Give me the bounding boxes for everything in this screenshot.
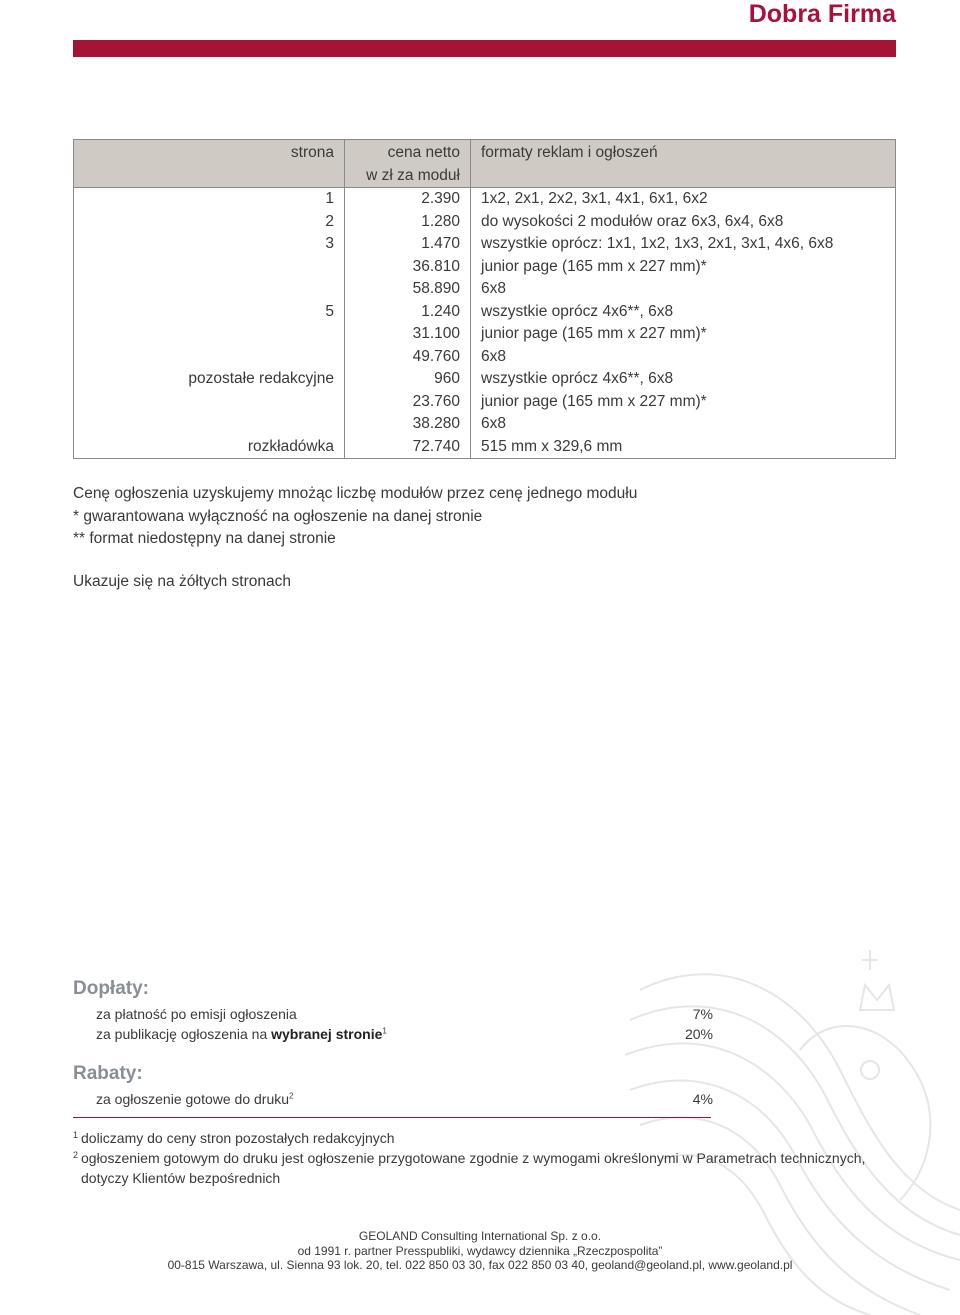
cell-formats: wszystkie oprócz 4x6**, 6x8 [471, 368, 896, 391]
cell-price: 1.470 [345, 233, 471, 256]
footer-partner: od 1991 r. partner Presspubliki, wydawcy dziennika „Rzeczpospolita” [297, 1243, 663, 1258]
cell-price: 49.760 [345, 346, 471, 369]
table-row [74, 346, 896, 369]
discount-label: za ogłoszenie gotowe do druku [96, 1091, 290, 1107]
table-header-row [74, 165, 896, 188]
cell-formats: do wysokości 2 modułów oraz 6x3, 6x4, 6x8 [471, 211, 896, 234]
table-row [74, 256, 896, 279]
cell-price: 38.280 [345, 413, 471, 436]
table-row [74, 278, 896, 301]
footnote-text: doliczamy do ceny stron pozostałych redakcyjnych [81, 1130, 395, 1146]
cell-page: 3 [74, 233, 345, 256]
table-header-row [74, 140, 896, 165]
price-table [73, 139, 896, 459]
table-row [74, 368, 896, 391]
cell-price: 58.890 [345, 278, 471, 301]
surcharge-value: 20% [684, 1026, 713, 1042]
surcharge-row [96, 1026, 713, 1042]
cell-page: 5 [74, 301, 345, 324]
cell-formats: 515 mm x 329,6 mm [471, 436, 896, 459]
table-row [74, 188, 896, 211]
footer [0, 1229, 960, 1273]
footnote: 1 doliczamy do ceny stron pozostałych redakcyjnych [73, 1130, 395, 1146]
footnote-text: ogłoszeniem gotowym do druku jest ogłoszenie przygotowane zgodnie z wymogami określonymi w Parametrach technicznych, [81, 1150, 866, 1166]
cell-page: 1 [74, 188, 345, 211]
cell-price: 960 [345, 368, 471, 391]
cell-page [74, 346, 345, 369]
table-row [74, 413, 896, 436]
header-page: strona [74, 140, 345, 165]
cell-page [74, 391, 345, 414]
header-price-unit: w zł za moduł [345, 165, 471, 188]
cell-formats: junior page (165 mm x 227 mm)* [471, 256, 896, 279]
cell-page: 2 [74, 211, 345, 234]
discounts-title: Rabaty: [73, 1063, 143, 1084]
footnote-ref: 2 [289, 1091, 294, 1101]
table-row [74, 436, 896, 459]
notes [73, 483, 637, 551]
brand-title: Dobra Firma [748, 0, 896, 28]
note-line: ** format niedostępny na danej stronie [73, 530, 336, 547]
footnote: 2 ogłoszeniem gotowym do druku jest ogłoszenie przygotowane zgodnie z wymogami określonymi w Parametrach technicznych, dotyczy Klientów bezpośrednich [73, 1150, 866, 1186]
surcharge-row [96, 1006, 713, 1022]
cell-page [74, 413, 345, 436]
cell-formats: junior page (165 mm x 227 mm)* [471, 391, 896, 414]
cell-page [74, 323, 345, 346]
cell-price: 1.280 [345, 211, 471, 234]
discount-value: 4% [692, 1091, 713, 1107]
cell-formats: 1x2, 2x1, 2x2, 3x1, 4x1, 6x1, 6x2 [471, 188, 896, 211]
cell-formats: 6x8 [471, 346, 896, 369]
cell-price: 31.100 [345, 323, 471, 346]
table-row [74, 301, 896, 324]
cell-formats: wszystkie oprócz: 1x1, 1x2, 1x3, 2x1, 3x1, 4x6, 6x8 [471, 233, 896, 256]
table-row [74, 233, 896, 256]
cell-page: rozkładówka [74, 436, 345, 459]
divider [73, 1117, 711, 1118]
cell-page [74, 256, 345, 279]
appears-note: Ukazuje się na żółtych stronach [73, 573, 291, 590]
cell-price: 23.760 [345, 391, 471, 414]
cell-formats: 6x8 [471, 278, 896, 301]
cell-price: 36.810 [345, 256, 471, 279]
cell-price: 72.740 [345, 436, 471, 459]
discount-row [96, 1091, 713, 1107]
cell-formats: junior page (165 mm x 227 mm)* [471, 323, 896, 346]
footnote-text: dotyczy Klientów bezpośrednich [81, 1170, 281, 1186]
cell-price: 2.390 [345, 188, 471, 211]
surcharge-label: za płatność po emisji ogłoszenia [96, 1006, 297, 1022]
table-row [74, 211, 896, 234]
cell-page: pozostałe redakcyjne [74, 368, 345, 391]
footer-address: 00-815 Warszawa, ul. Sienna 93 lok. 20, tel. 022 850 03 30, fax 022 850 03 40, geoland@geoland.pl, www.geoland.pl [167, 1258, 793, 1272]
footnote-ref: 1 [382, 1026, 387, 1036]
cell-page [74, 278, 345, 301]
surcharge-value: 7% [692, 1006, 713, 1022]
note-line: Cenę ogłoszenia uzyskujemy mnożąc liczbę modułów przez cenę jednego modułu [73, 485, 638, 502]
table-row [74, 323, 896, 346]
surcharge-label: za publikację ogłoszenia na [96, 1026, 272, 1042]
cell-formats: 6x8 [471, 413, 896, 436]
header-formats: formaty reklam i ogłoszeń [471, 140, 896, 165]
cell-price: 1.240 [345, 301, 471, 324]
table-row [74, 391, 896, 414]
cell-formats: wszystkie oprócz 4x6**, 6x8 [471, 301, 896, 324]
note-line: * gwarantowana wyłączność na ogłoszenie na danej stronie [73, 507, 483, 525]
header-price: cena netto [345, 140, 471, 165]
surcharge-label-bold: wybranej stronie [271, 1026, 383, 1042]
footer-company: GEOLAND Consulting International Sp. z o.o. [358, 1229, 602, 1243]
header-bar [73, 40, 896, 57]
surcharges-title: Dopłaty: [73, 978, 149, 999]
